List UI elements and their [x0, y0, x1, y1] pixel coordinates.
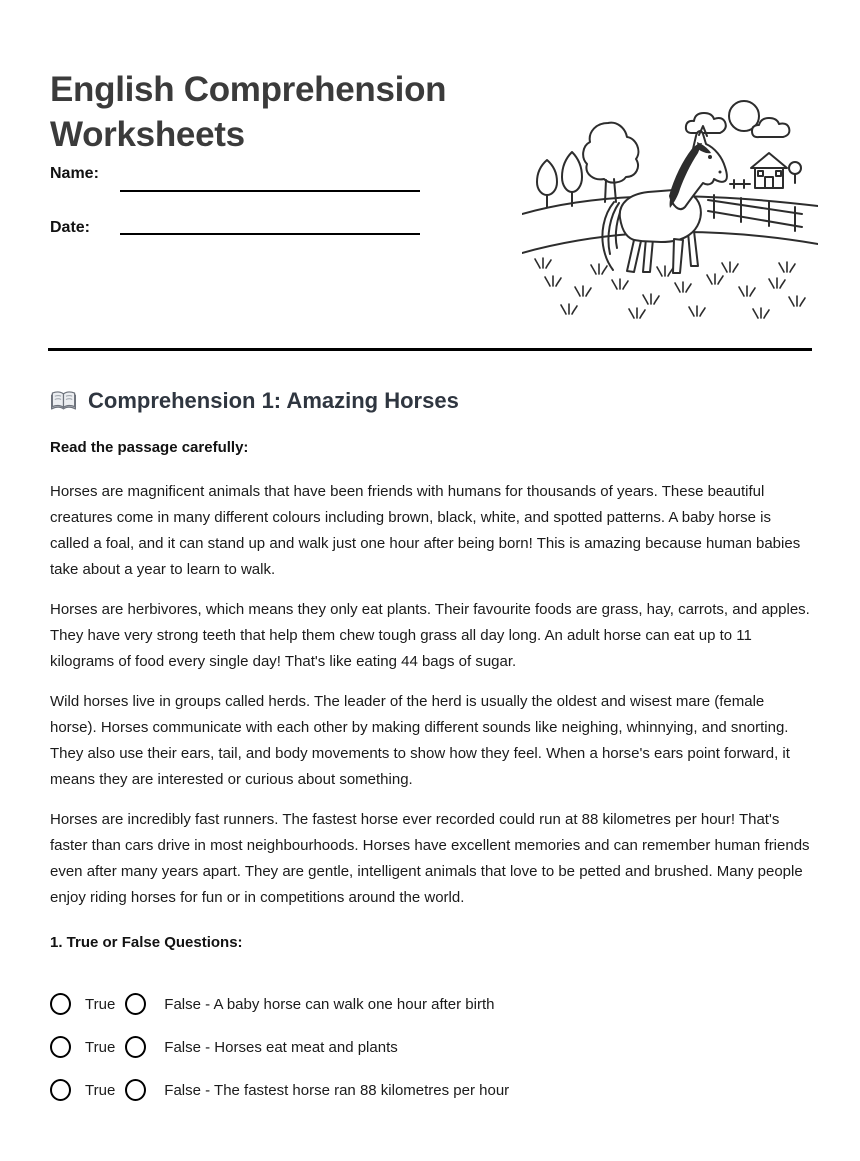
open-book-icon	[50, 389, 77, 413]
false-radio-q2[interactable]	[125, 1036, 146, 1058]
true-label: True	[85, 995, 116, 1013]
false-radio-q1[interactable]	[125, 993, 146, 1015]
false-option-label: False - A baby horse can walk one hour after birth	[164, 995, 495, 1013]
question-row	[50, 993, 812, 1015]
section-divider	[48, 348, 812, 351]
horse-field-illustration	[522, 90, 818, 324]
passage-paragraph: Horses are magnificent animals that have been friends with humans for thousands of years. These beautiful creatures come in many different colours including brown, black, white, and spotted patterns. A baby horse is called a foal, and it can stand up and walk just one hour after being born! This is amazing because human babies take about a year to learn to walk.	[50, 483, 801, 578]
true-radio-q3[interactable]	[50, 1079, 71, 1101]
question-row	[50, 1079, 812, 1101]
question-row	[50, 1036, 812, 1058]
date-blank-line[interactable]	[120, 233, 420, 235]
false-option-label: False - The fastest horse ran 88 kilometres per hour	[164, 1081, 510, 1099]
true-label: True	[85, 1038, 116, 1056]
section-heading-text: Comprehension 1: Amazing Horses	[88, 388, 459, 413]
passage-paragraph: Wild horses live in groups called herds. The leader of the herd is usually the oldest and wisest mare (female horse). Horses communicate with each other by making different sounds like neighing, whinnying, and snorting. They also use their ears, tail, and body movements to show how they feel. When a horse's ears point forward, it means they are interested or curious about something.	[50, 693, 790, 788]
questions-title: 1. True or False Questions:	[50, 934, 243, 951]
name-label: Name:	[50, 165, 99, 182]
true-label: True	[85, 1081, 116, 1099]
page-title: English Comprehension Worksheets	[50, 70, 447, 155]
true-radio-q1[interactable]	[50, 993, 71, 1015]
false-radio-q3[interactable]	[125, 1079, 146, 1101]
true-radio-q2[interactable]	[50, 1036, 71, 1058]
instruction-label: Read the passage carefully:	[50, 439, 249, 456]
name-blank-line[interactable]	[120, 190, 420, 192]
false-option-label: False - Horses eat meat and plants	[164, 1038, 398, 1056]
section-heading	[50, 388, 812, 414]
passage-paragraph: Horses are incredibly fast runners. The fastest horse ever recorded could run at 88 kilometres per hour! That's faster than cars drive in most neighbourhoods. Horses have excellent memories and can remember human friends even after many years apart. They are gentle, intelligent animals that love to be petted and brushed. Many people enjoy riding horses for fun or in competitions around the world.	[50, 811, 810, 906]
worksheet-content	[50, 388, 812, 1122]
question-list	[50, 993, 812, 1101]
passage-paragraph: Horses are herbivores, which means they only eat plants. Their favourite foods are grass, hay, carrots, and apples. They have very strong teeth that help them chew tough grass all day long. An adult horse can eat up to 11 kilograms of food every single day! That's like eating 44 bags of sugar.	[50, 601, 810, 670]
date-label: Date:	[50, 219, 91, 236]
passage	[50, 479, 812, 911]
